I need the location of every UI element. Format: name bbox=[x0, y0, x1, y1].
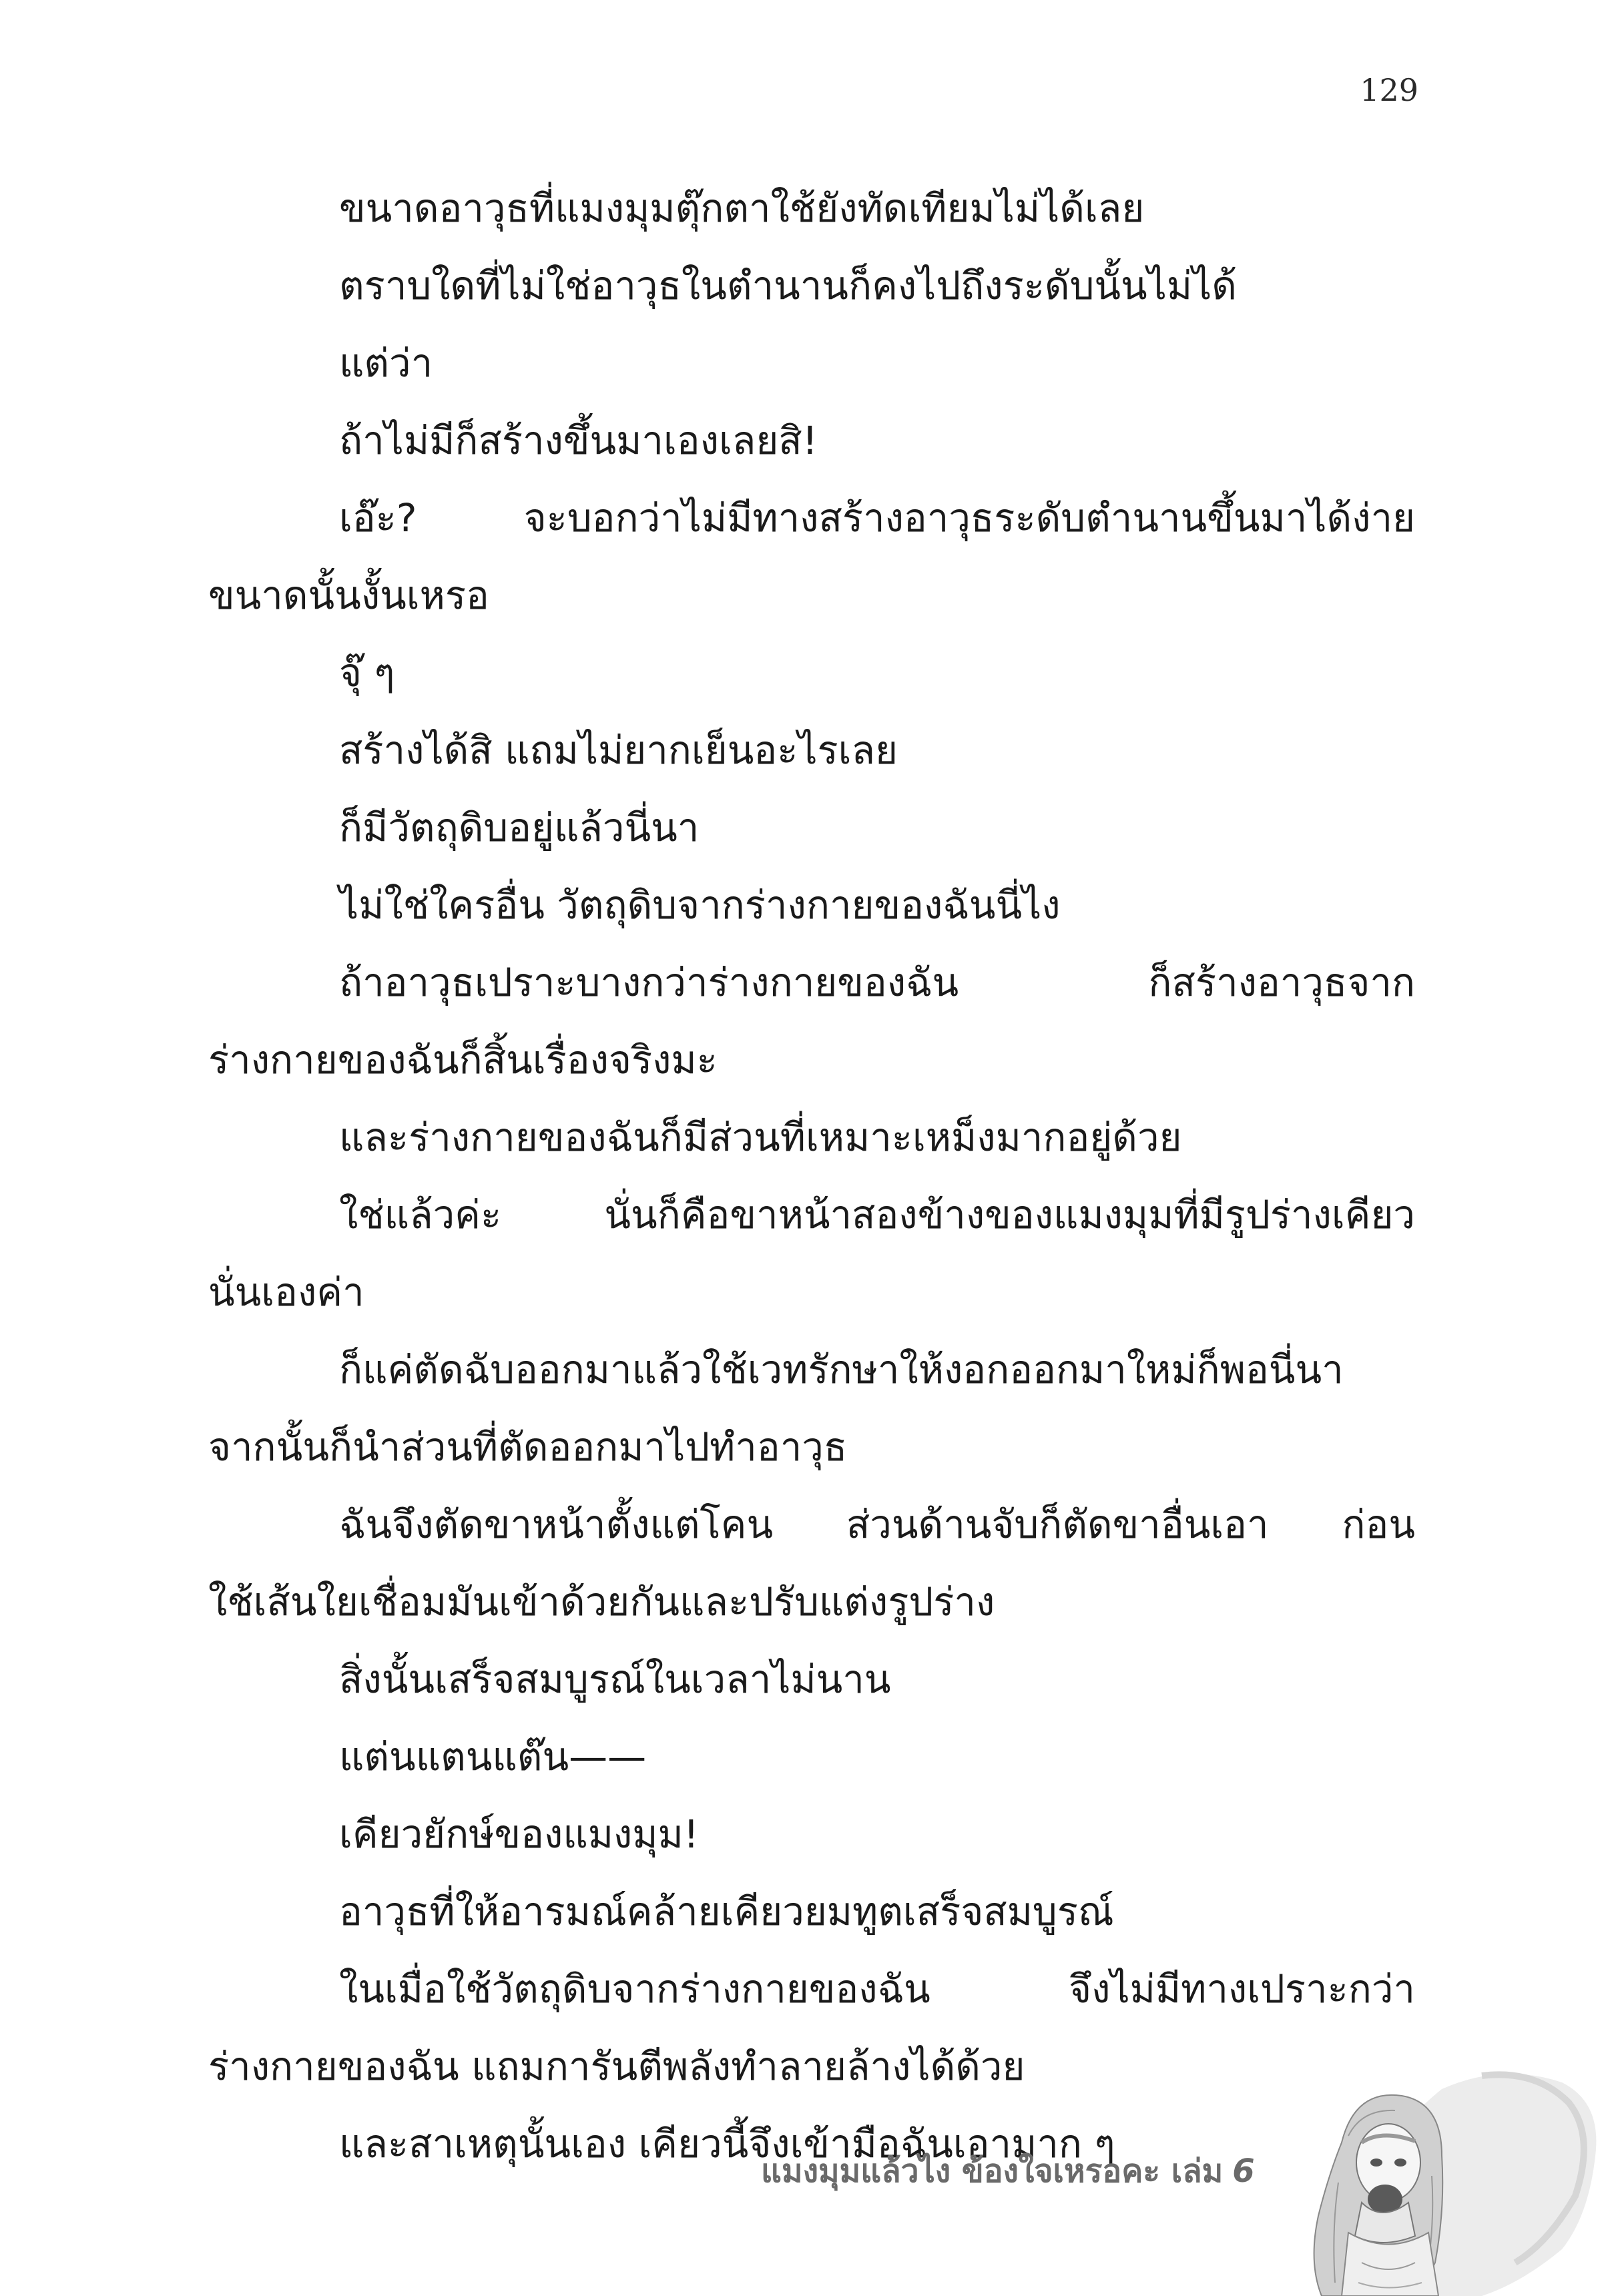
text-line: ไม่ใช่ใครอื่น วัตถุดิบจากร่างกายของฉันนี่ไง bbox=[339, 882, 1061, 928]
book-title: แมงมุมแล้วไง ข้องใจเหรอคะ เล่ม bbox=[761, 2152, 1224, 2190]
text-line: ฉันจึงตัดขาหน้าตั้งแต่โคน ส่วนด้านจับก็ตัดขาอื่นเอา ก่อน bbox=[339, 1502, 1415, 1547]
text-line: ก็มีวัตถุดิบอยู่แล้วนี่นา bbox=[339, 805, 700, 850]
text-line: แต่นแตนแต๊น—— bbox=[339, 1734, 647, 1779]
page-number: 129 bbox=[1360, 72, 1418, 108]
text-line: เคียวยักษ์ของแมงมุม! bbox=[339, 1811, 699, 1857]
body-text bbox=[208, 170, 1415, 2183]
text-line: ร่างกายของฉัน แถมการันตีพลังทำลายล้างได้ด้วย bbox=[208, 2044, 1025, 2089]
text-line: จุ๊ ๆ bbox=[339, 650, 395, 695]
text-line: ถ้าไม่มีก็สร้างขึ้นมาเองเลยสิ! bbox=[339, 418, 818, 463]
text-line: และสาเหตุนั้นเอง เคียวนี้จึงเข้ามือฉันเอามาก ๆ bbox=[339, 2121, 1115, 2167]
text-line: ขนาดอาวุธที่แมงมุมตุ๊กตาใช้ยังทัดเทียมไม่ได้เลย bbox=[339, 186, 1145, 231]
text-line: นั่นเองค่า bbox=[208, 1269, 364, 1315]
text-line: ใช่แล้วค่ะ นั่นก็คือขาหน้าสองข้างของแมงมุมที่มีรูปร่างเคียว bbox=[339, 1192, 1415, 1237]
character-illustration-art bbox=[1282, 2062, 1612, 2296]
text-line: สร้างได้สิ แถมไม่ยากเย็นอะไรเลย bbox=[339, 728, 898, 773]
character-illustration bbox=[1282, 2062, 1612, 2296]
text-line: อาวุธที่ให้อารมณ์คล้ายเคียวยมทูตเสร็จสมบูรณ์ bbox=[339, 1889, 1114, 1934]
text-line: ในเมื่อใช้วัตถุดิบจากร่างกายของฉัน จึงไม่มีทางเปราะกว่า bbox=[339, 1966, 1415, 2012]
text-line: แต่ว่า bbox=[339, 340, 433, 386]
text-line: ก็แค่ตัดฉับออกมาแล้วใช้เวทรักษาให้งอกออกมาใหม่ก็พอนี่นา bbox=[339, 1347, 1344, 1392]
text-line: สิ่งนั้นเสร็จสมบูรณ์ในเวลาไม่นาน bbox=[339, 1657, 891, 1702]
text-line: ขนาดนั้นงั้นเหรอ bbox=[208, 573, 489, 618]
running-footer bbox=[761, 2146, 1255, 2197]
text-line: ร่างกายของฉันก็สิ้นเรื่องจริงมะ bbox=[208, 1037, 718, 1083]
text-line: ถ้าอาวุธเปราะบางกว่าร่างกายของฉัน ก็สร้างอาวุธจาก bbox=[339, 960, 1415, 1005]
text-line: และร่างกายของฉันก็มีส่วนที่เหมาะเหม็งมากอยู่ด้วย bbox=[339, 1115, 1182, 1160]
volume-number: 6 bbox=[1232, 2152, 1255, 2190]
text-line: ใช้เส้นใยเชื่อมมันเข้าด้วยกันและปรับแต่งรูปร่าง bbox=[208, 1579, 995, 1625]
text-line: ตราบใดที่ไม่ใช่อาวุธในตำนานก็คงไปถึงระดับนั้นไม่ได้ bbox=[339, 263, 1237, 308]
text-line: เอ๊ะ? จะบอกว่าไม่มีทางสร้างอาวุธระดับตำนานขึ้นมาได้ง่าย bbox=[339, 495, 1415, 541]
text-line: จากนั้นก็นำส่วนที่ตัดออกมาไปทำอาวุธ bbox=[208, 1424, 848, 1470]
